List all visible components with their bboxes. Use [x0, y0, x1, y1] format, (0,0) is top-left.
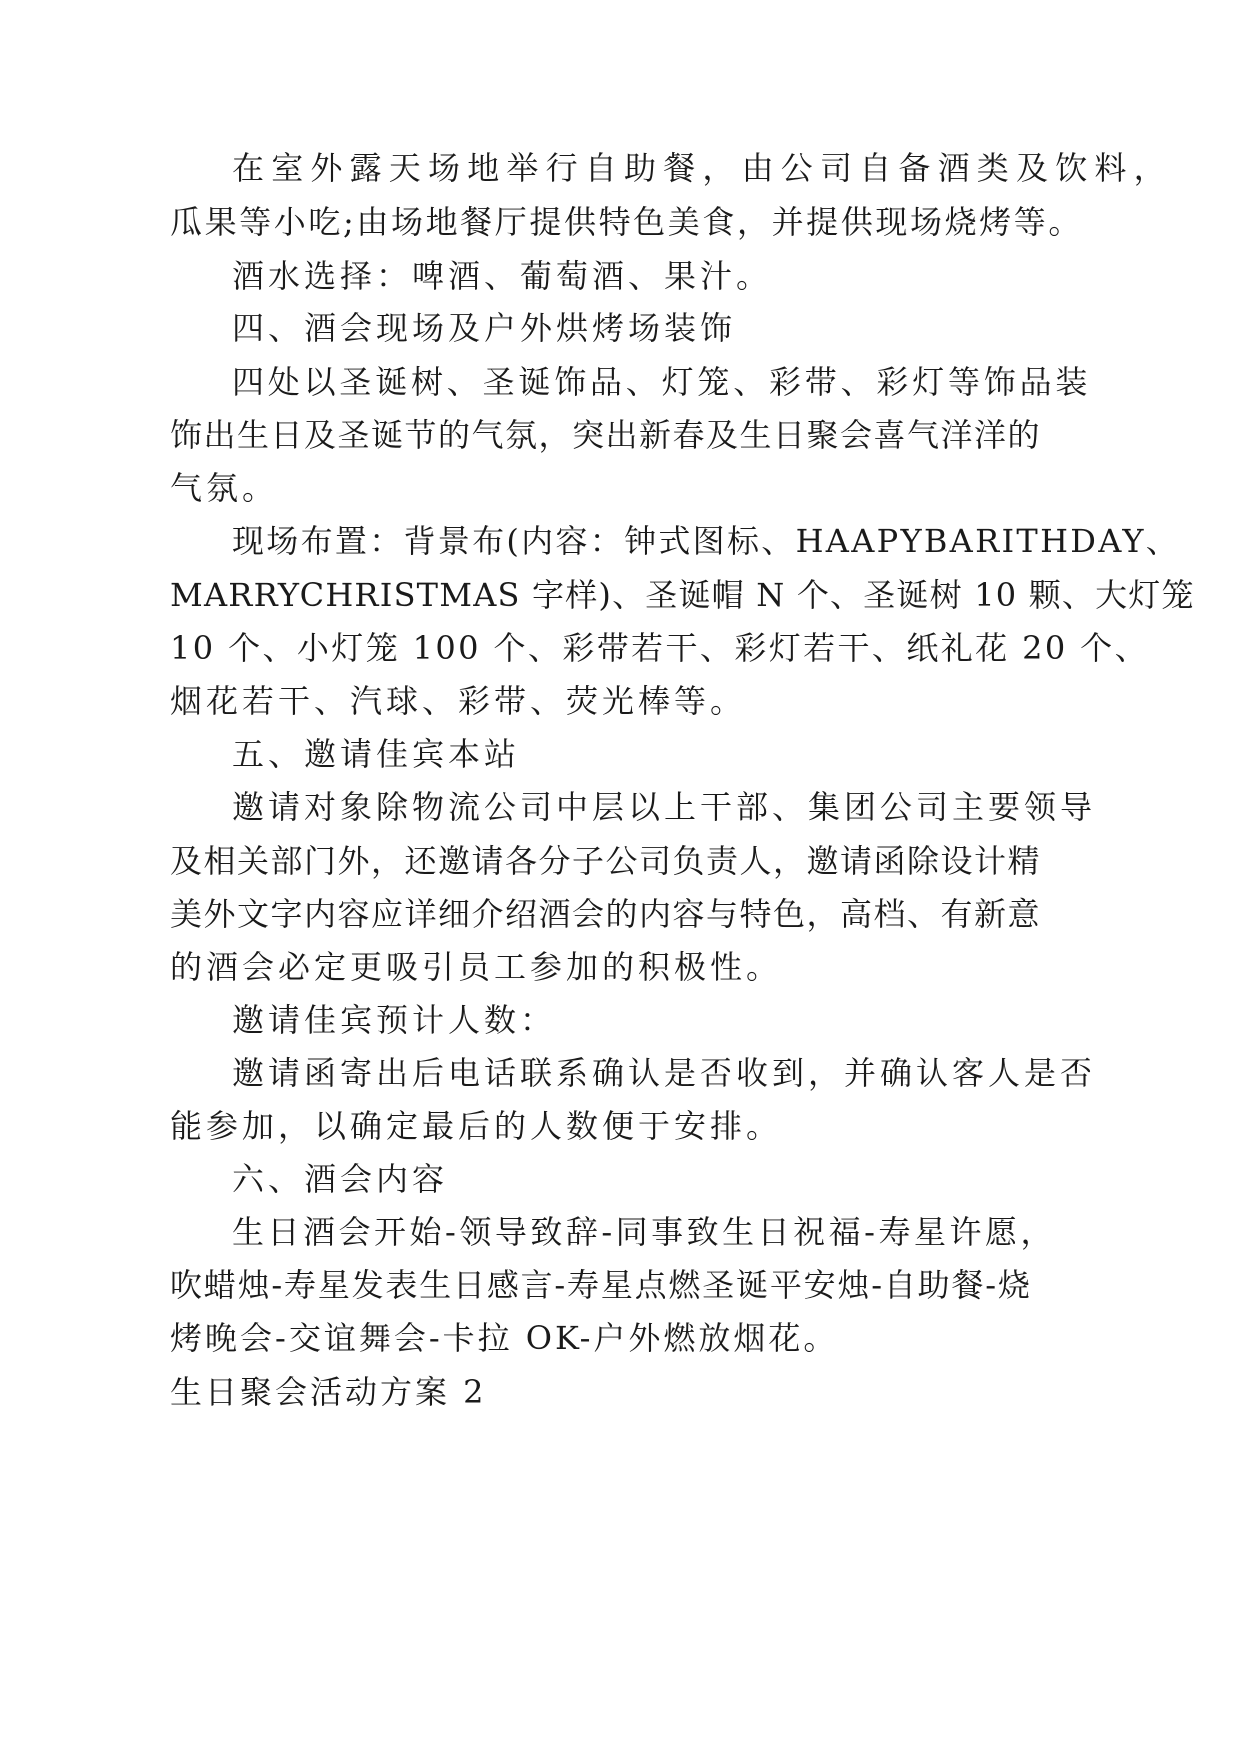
document-title: 生日聚会活动方案 2 [170, 1373, 487, 1411]
text-line: 的酒会必定更吸引员工参加的积极性。 [170, 948, 783, 986]
text-line: 烟花若干、汽球、彩带、荧光棒等。 [170, 682, 747, 720]
text-line: 10 个、小灯笼 100 个、彩带若干、彩灯若干、纸礼花 20 个、 [170, 629, 1149, 667]
text-line: 及相关部门外，还邀请各分子公司负责人，邀请函除设计精 [170, 842, 1042, 880]
text-line: 邀请函寄出后电话联系确认是否收到，并确认客人是否 [232, 1054, 1097, 1092]
text-line: MARRYCHRISTMAS 字样)、圣诞帽 N 个、圣诞树 10 颗、大灯笼 [170, 576, 1195, 614]
text-line: 酒水选择：啤酒、葡萄酒、果汁。 [232, 257, 773, 295]
text-line: 瓜果等小吃;由场地餐厅提供特色美食，并提供现场烧烤等。 [170, 203, 1083, 241]
text-line: 生日酒会开始-领导致辞-同事致生日祝福-寿星许愿， [232, 1213, 1056, 1251]
text-line: 吹蜡烛-寿星发表生日感言-寿星点燃圣诞平安烛-自助餐-烧 [170, 1266, 1032, 1304]
text-line: 气氛。 [170, 469, 279, 507]
text-line: 邀请佳宾预计人数： [232, 1001, 557, 1039]
text-line: 烤晚会-交谊舞会-卡拉 OK-户外燃放烟花。 [170, 1319, 839, 1357]
text-line: 美外文字内容应详细介绍酒会的内容与特色，高档、有新意 [170, 895, 1042, 933]
text-line: 饰出生日及圣诞节的气氛，突出新春及生日聚会喜气洋洋的 [170, 416, 1042, 454]
text-line: 邀请对象除物流公司中层以上干部、集团公司主要领导 [232, 788, 1097, 826]
section-heading: 四、酒会现场及户外烘烤场装饰 [232, 309, 737, 347]
text-line: 能参加，以确定最后的人数便于安排。 [170, 1107, 783, 1145]
text-line: 四处以圣诞树、圣诞饰品、灯笼、彩带、彩灯等饰品装 [232, 363, 1092, 401]
section-heading: 六、酒会内容 [232, 1160, 449, 1198]
section-heading: 五、邀请佳宾本站 [232, 735, 521, 773]
text-line: 现场布置：背景布(内容：钟式图标、HAAPYBARITHDAY、 [232, 522, 1181, 560]
text-line: 在室外露天场地举行自助餐，由公司自备酒类及饮料， [232, 149, 1173, 187]
